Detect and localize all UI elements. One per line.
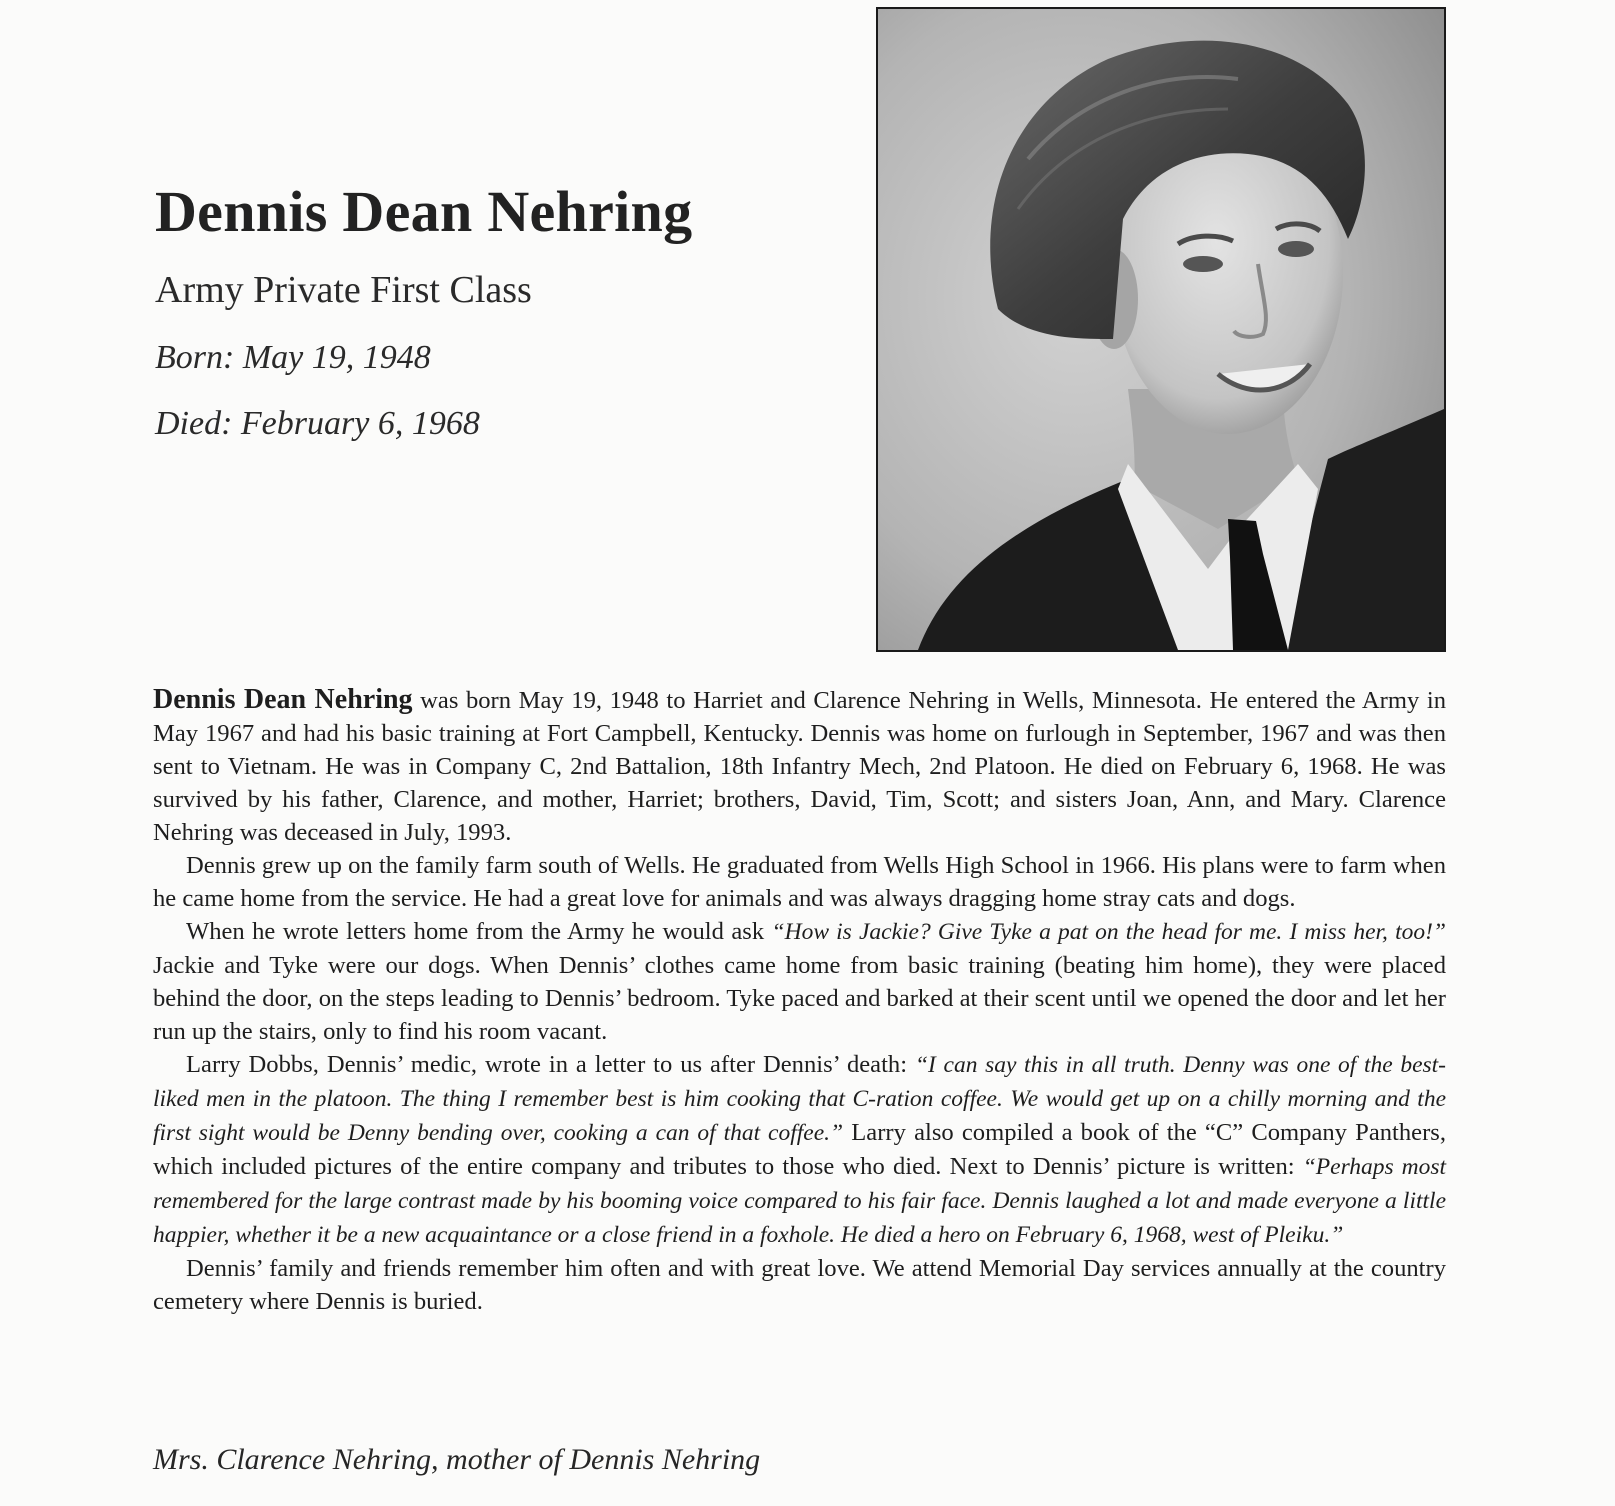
biography-text-span: Larry Dobbs, Dennis’ medic, wrote in a letter to us after Dennis’ death: — [186, 1051, 915, 1078]
biography-lead-name: Dennis Dean Nehring — [153, 684, 413, 715]
portrait-photo — [876, 7, 1446, 652]
biography-text-span: was born May 19, 1948 to Harriet and Clarence Nehring in Wells, Minnesota. He entered the Army in May 1967 and had his basic training at Fort Campbell, Kentucky. Dennis was home on furlough in September, 1967 and was then sent to Vietnam. He was in Company C, 2nd Battalion, 18th Infantry Mech, 2nd Platoon. He died on February 6, 1968. He was survived by his father, Clarence, and mother, Harriet; brothers, David, Tim, Scott; and sisters Joan, Ann, and Mary. Clarence Nehring was deceased in July, 1993. — [153, 687, 1446, 846]
biography-paragraph — [153, 683, 1446, 849]
biography-text-span: Jackie and Tyke were our dogs. When Dennis’ clothes came home from basic training (beating him home), they were placed behind the door, on the steps leading to Dennis’ bedroom. Tyke paced and barked at their scent until we opened the door and let her run up the stairs, only to find his room vacant. — [153, 952, 1446, 1045]
page-title: Dennis Dean Nehring — [155, 179, 693, 244]
biography-text — [153, 683, 1446, 1318]
signature-line: Mrs. Clarence Nehring, mother of Dennis Nehring — [153, 1443, 761, 1476]
biography-text-span: When he wrote letters home from the Army he would ask — [186, 918, 772, 945]
medic-quote: “I can say this in all truth. Denny was one of the best-liked men in the platoon. The thing I remember best is him cooking that C-ration coffee. We would get up on a chilly morning and the first sight would be Denny bending over, cooking a can of that coffee.” — [153, 1052, 1446, 1146]
letter-quote: “How is Jackie? Give Tyke a pat on the head for me. I miss her, too!” — [771, 919, 1446, 945]
death-date: Died: February 6, 1968 — [155, 405, 480, 442]
biography-text-span: Larry also compiled a book of the “C” Company Panthers, which included pictures of the entire company and tributes to those who died. Next to Dennis’ picture is written: — [153, 1119, 1447, 1180]
header-block — [155, 179, 855, 442]
book-quote: “Perhaps most remembered for the large contrast made by his booming voice compared to his fair face. Dennis laughed a lot and made everyone a little happier, whether it be a new acquaintance or a close friend in a foxhole. He died a hero on February 6, 1968, west of Pleiku.” — [153, 1154, 1446, 1248]
biography-paragraph: Dennis grew up on the family farm south of Wells. He graduated from Wells High School in 1966. His plans were to farm when he came home from the service. He had a great love for animals and was always dragging home stray cats and dogs. — [153, 852, 1446, 912]
biography-paragraph: Dennis’ family and friends remember him often and with great love. We attend Memorial Day services annually at the country cemetery where Dennis is buried. — [153, 1255, 1446, 1315]
birth-date: Born: May 19, 1948 — [155, 339, 431, 376]
biography-paragraph — [153, 1048, 1446, 1252]
military-rank: Army Private First Class — [155, 269, 532, 311]
biography-paragraph — [153, 915, 1446, 1048]
